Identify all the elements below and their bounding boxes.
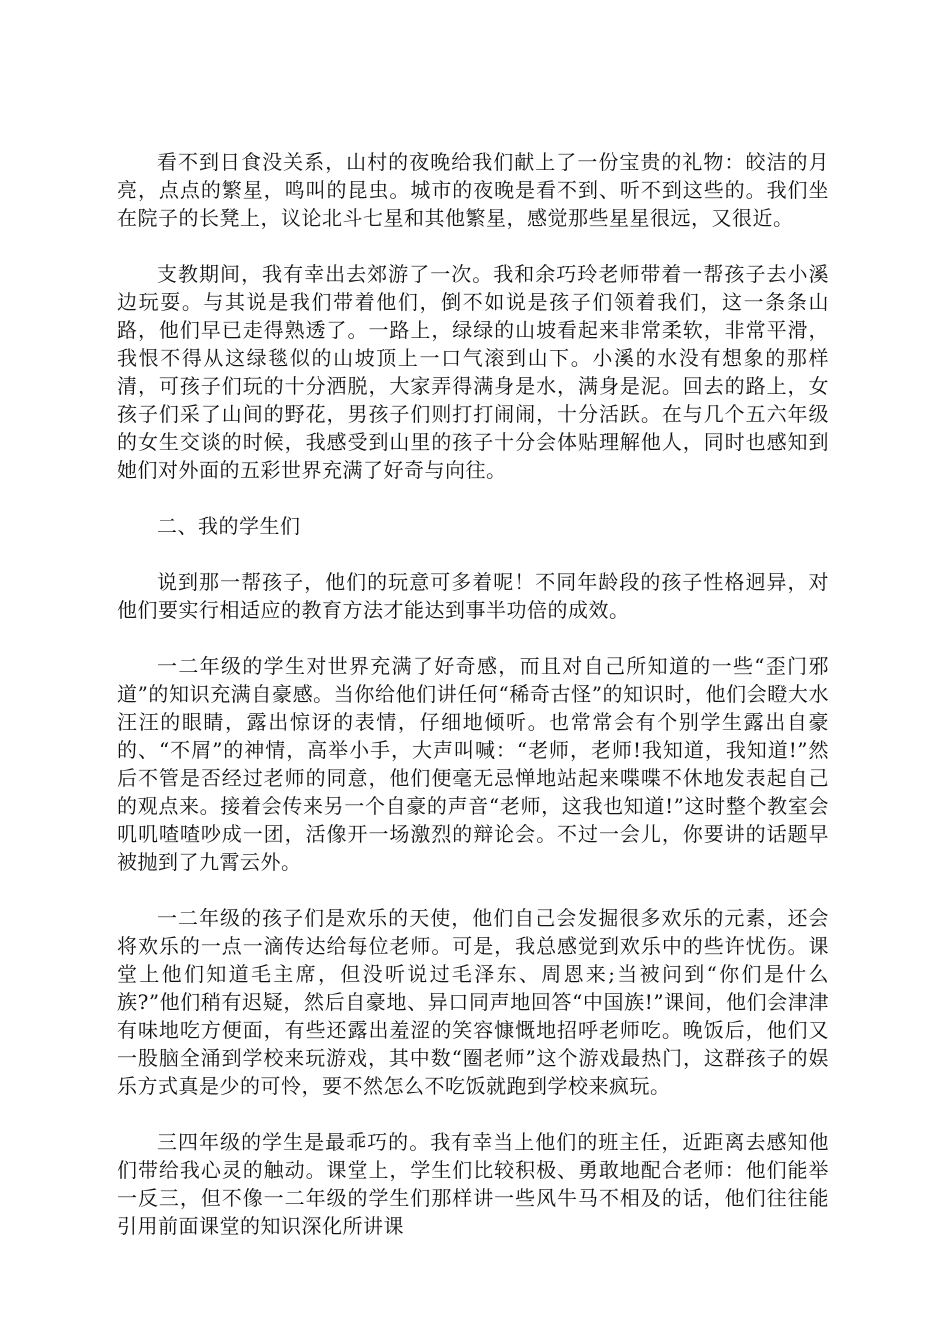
- document-body: [117, 148, 829, 1268]
- paragraph-night-sky: 看不到日食没关系，山村的夜晚给我们献上了一份宝贵的礼物：皎洁的月亮，点点的繁星，鸣叫的昆虫。城市的夜晚是看不到、听不到这些的。我们坐在院子的长凳上，议论北斗七星和其他繁星，感觉那些星星很远，又很近。: [117, 150, 829, 230]
- paragraph-grade-one-two-curiosity: 一二年级的学生对世界充满了好奇感，而且对自己所知道的一些“歪门邪道”的知识充满自豪感。当你给他们讲任何“稀奇古怪”的知识时，他们会瞪大水汪汪的眼睛，露出惊讶的表情，仔细地倾听。也常常会有个别学生露出自豪的、“不屑”的神情，高举小手，大声叫喊：“老师，老师!我知道，我知道!”然后不管是否经过老师的同意，他们便毫无忌惮地站起来喋喋不休地发表起自己的观点来。接着会传来另一个自豪的声音“老师，这我也知道!”这时整个教室会叽叽喳喳吵成一团，活像开一场激烈的辩论会。不过一会儿，你要讲的话题早被抛到了九霄云外。: [117, 654, 829, 874]
- paragraph-grade-three-four: 三四年级的学生是最乖巧的。我有幸当上他们的班主任，近距离去感知他们带给我心灵的触动。课堂上，学生们比较积极、勇敢地配合老师：他们能举一反三，但不像一二年级的学生们那样讲一些风牛马不相及的话，他们往往能引用前面课堂的知识深化所讲课: [117, 1130, 829, 1238]
- paragraph-grade-one-two-joy: 一二年级的孩子们是欢乐的天使，他们自己会发掘很多欢乐的元素，还会将欢乐的一点一滴传达给每位老师。可是，我总感觉到欢乐中的些许忧伤。课堂上他们知道毛主席，但没听说过毛泽东、周恩来;当被问到“你们是什么族?”他们稍有迟疑，然后自豪地、异口同声地回答“中国族!”课间，他们会津津有味地吃方便面，有些还露出羞涩的笑容慷慨地招呼老师吃。晚饭后，他们又一股脑全涌到学校来玩游戏，其中数“圈老师”这个游戏最热门，这群孩子的娱乐方式真是少的可怜，要不然怎么不吃饭就跑到学校来疯玩。: [117, 906, 829, 1098]
- section-heading-my-students: 二、我的学生们: [157, 514, 301, 538]
- paragraph-students-intro: 说到那一帮孩子，他们的玩意可多着呢！不同年龄段的孩子性格迥异，对他们要实行相适应的教育方法才能达到事半功倍的成效。: [117, 570, 829, 622]
- paragraph-outing: 支教期间，我有幸出去郊游了一次。我和余巧玲老师带着一帮孩子去小溪边玩耍。与其说是我们带着他们，倒不如说是孩子们领着我们，这一条条山路，他们早已走得熟透了。一路上，绿绿的山坡看起来非常柔软，非常平滑，我恨不得从这绿毯似的山坡顶上一口气滚到山下。小溪的水没有想象的那样清，可孩子们玩的十分洒脱，大家弄得满身是水，满身是泥。回去的路上，女孩子们采了山间的野花，男孩子们则打打闹闹，十分活跃。在与几个五六年级的女生交谈的时候，我感受到山里的孩子十分会体贴理解他人，同时也感知到她们对外面的五彩世界充满了好奇与向往。: [117, 262, 829, 482]
